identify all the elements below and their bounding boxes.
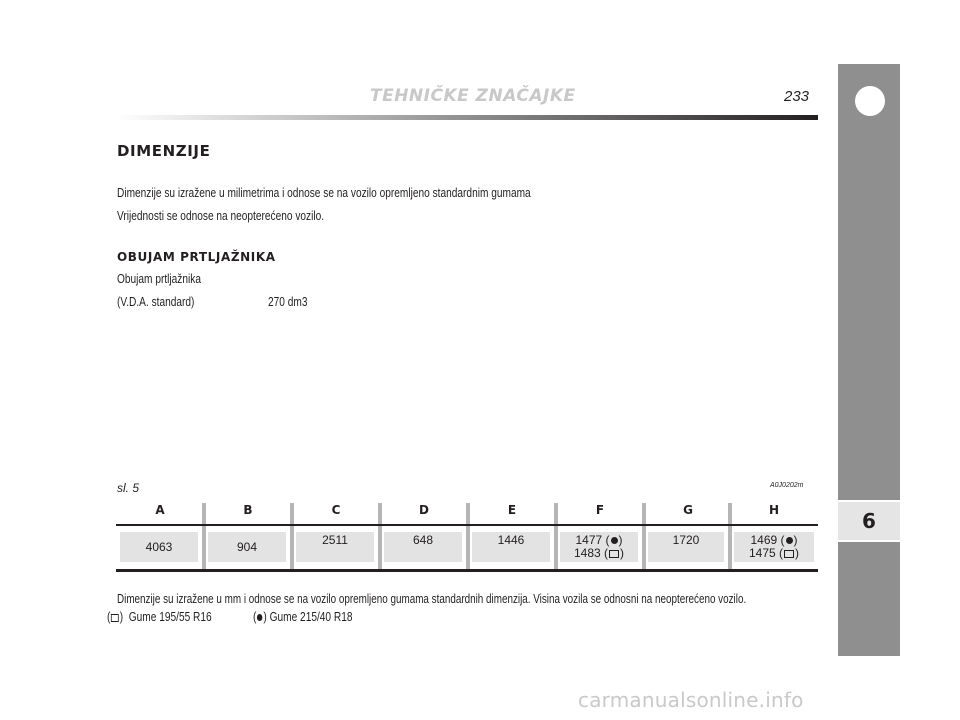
legend-dot-open: (	[253, 609, 257, 624]
column-header-a: A	[155, 503, 165, 517]
column-header-c: C	[331, 503, 341, 517]
cell-f-value-2: 1483 (	[573, 546, 609, 560]
trunk-label-1: Obujam prtljažnika	[117, 271, 201, 286]
legend-square-open: (	[107, 609, 111, 624]
column-header-g: G	[683, 503, 693, 517]
cell-h	[734, 532, 814, 562]
dot-icon	[257, 614, 262, 621]
cell-b-value: 904	[236, 539, 258, 554]
square-icon	[784, 550, 794, 558]
section-heading-dimensions: DIMENZIJE	[117, 142, 211, 160]
chapter-tab-top	[838, 64, 900, 500]
cell-f-close-1: )	[618, 533, 623, 547]
cell-f-value-1: 1477 (	[575, 533, 610, 547]
column-separator	[642, 503, 646, 569]
figure-code: A0J0202m	[770, 482, 804, 489]
column-header-f: F	[595, 503, 605, 517]
cell-e-value: 1446	[497, 533, 525, 547]
cell-c	[296, 532, 374, 562]
column-separator	[202, 503, 206, 569]
square-icon	[111, 614, 119, 622]
column-separator	[466, 503, 470, 569]
chapter-tab-number: 6	[838, 502, 900, 540]
legend-dot-text: Gume 215/40 R18	[269, 609, 353, 624]
column-separator	[554, 503, 558, 569]
column-separator	[290, 503, 294, 569]
cell-b	[208, 532, 286, 562]
column-header-b: B	[243, 503, 253, 517]
cell-d-value: 648	[412, 533, 434, 547]
trunk-value: 270 dm3	[268, 294, 308, 309]
header-rule	[116, 115, 818, 120]
cell-f-close-2: )	[620, 546, 625, 560]
cell-h-value-1: 1469 (	[750, 533, 785, 547]
cell-h-close-2: )	[795, 546, 800, 560]
figure-label: sl. 5	[117, 481, 140, 495]
table-header-rule	[116, 524, 818, 526]
cell-g	[648, 532, 724, 562]
cell-f-line-2	[560, 547, 638, 560]
column-header-d: D	[419, 503, 429, 517]
column-header-h: H	[768, 503, 780, 517]
dimension-table	[116, 503, 818, 571]
column-separator	[728, 503, 732, 569]
dot-icon	[786, 537, 793, 544]
column-separator	[378, 503, 382, 569]
running-title: TEHNIČKE ZNAČAJKE	[370, 86, 576, 106]
trunk-label-2: (V.D.A. standard)	[117, 294, 195, 309]
dimensions-text-line-1: Dimenzije su izražene u milimetrima i odnose se na vozilo opremljeno standardnim gumama	[117, 185, 531, 200]
table-note: Dimenzije su izražene u mm i odnose se na vozilo opremljeno gumama standardnih dimenzija. Visina vozila se odnosni na neopterećeno vozilo.	[117, 591, 747, 606]
legend-square-text: Gume 195/55 R16	[128, 609, 212, 624]
page-number: 233	[784, 88, 810, 105]
chapter-tab-circle-icon	[855, 86, 885, 116]
cell-a-value: 4063	[145, 539, 173, 554]
dimensions-text-line-2: Vrijednosti se odnose na neopterećeno vozilo.	[117, 208, 325, 223]
cell-f	[560, 532, 638, 562]
chapter-tab-bottom	[838, 542, 900, 656]
square-icon	[609, 550, 619, 558]
watermark: carmanualsonline.info	[578, 688, 804, 712]
cell-c-value: 2511	[322, 533, 348, 547]
cell-d	[384, 532, 462, 562]
column-header-e: E	[507, 503, 517, 517]
section-heading-trunk: OBUJAM PRTLJAŽNIKA	[117, 250, 276, 264]
legend-dot-close: )	[263, 609, 267, 624]
legend-square-close: )	[119, 609, 124, 624]
legend-square	[107, 609, 212, 624]
legend-dot	[253, 609, 352, 624]
cell-h-close-1: )	[793, 533, 798, 547]
table-bottom-rule	[116, 569, 818, 572]
cell-h-line-2	[734, 547, 814, 560]
dot-icon	[611, 537, 618, 544]
cell-g-value: 1720	[672, 533, 700, 547]
cell-h-value-2: 1475 (	[748, 546, 784, 560]
cell-e	[472, 532, 550, 562]
cell-a	[120, 532, 198, 562]
